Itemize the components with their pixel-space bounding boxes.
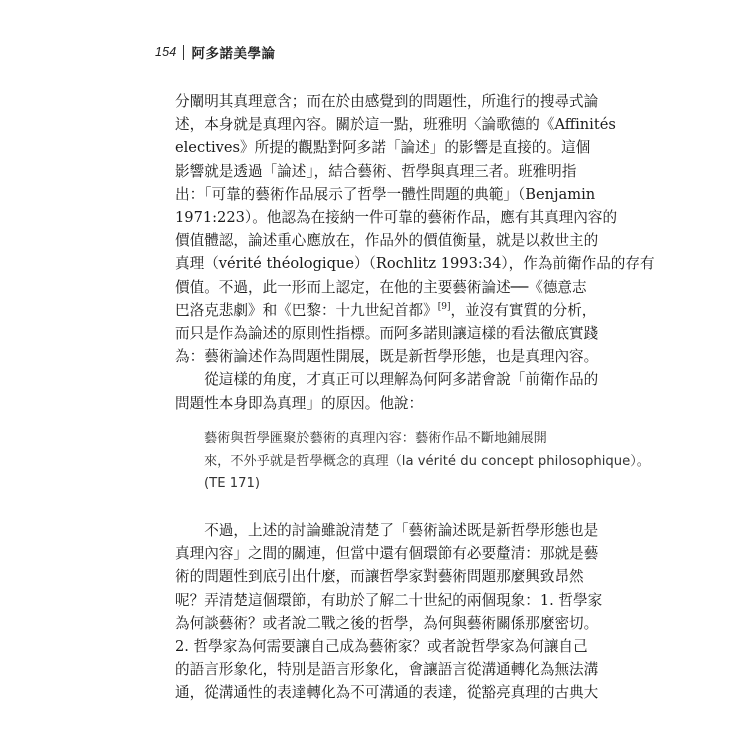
text-segment: ，並沒有實質的分析， <box>450 301 597 319</box>
header-divider <box>183 45 184 60</box>
page-number: 154 <box>155 45 177 59</box>
text-line: 通，從溝通性的表達轉化為不可溝通的表達，從豁亮真理的古典大 <box>175 684 599 702</box>
text-segment: 巴洛克悲劇》和《巴黎：十九世紀首都》 <box>175 301 438 319</box>
text-line-with-footnote <box>175 299 597 322</box>
text-line: 術的問題性到底引出什麼，而讓哲學家對藝術問題那麼興致昂然 <box>175 568 584 586</box>
text-line: 影響就是透過「論述」，結合藝術、哲學與真理三者。班雅明指 <box>175 162 577 180</box>
text-line: 的語言形象化，特別是語言形象化，會讓語言從溝通轉化為無法溝 <box>175 661 599 679</box>
text-line: 分闡明其真理意含；而在於由感覺到的問題性，所進行的搜尋式論 <box>175 93 599 110</box>
text-line: 出：「可靠的藝術作品展示了哲學一體性問題的典範」（Benjamin <box>175 185 596 203</box>
book-title: 阿多諾美學論 <box>191 46 276 61</box>
paragraph-2 <box>175 368 599 414</box>
paragraph-3 <box>175 519 603 705</box>
paragraph-1 <box>175 90 655 368</box>
text-line: electives》所提的觀點對阿多諾「論述」的影響是直接的。這個 <box>175 139 591 157</box>
text-line: 價值。不過，此一形而上認定，在他的主要藝術論述──《德意志 <box>175 278 587 296</box>
main-text-bottom <box>175 519 603 705</box>
text-line: 從這樣的角度，才真正可以理解為何阿多諾會說「前衛作品的 <box>204 371 599 389</box>
quote-line: 藝術與哲學匯聚於藝術的真理內容：藝術作品不斷地鋪展開 <box>204 431 547 446</box>
running-header <box>155 42 275 62</box>
text-line: 述，本身就是真理內容。關於這一點，班雅明〈論歌德的《Affinités <box>175 116 616 134</box>
text-line: 1971:223）。他認為在接納一件可靠的藝術作品，應有其真理內容的 <box>175 209 618 227</box>
text-line: 問題性本身即為真理」的原因。他說： <box>175 394 424 412</box>
quote-line: 來，不外乎就是哲學概念的真理（la vérité du concept philosophique）。 <box>204 453 650 469</box>
text-line: 不過，上述的討論雖說清楚了「藝術論述既是新哲學形態也是 <box>204 522 599 539</box>
text-line: 為：藝術論述作為問題性開展，既是新哲學形態，也是真理內容。 <box>175 348 599 366</box>
text-line: 真理內容」之間的關連，但當中還有個環節有必要釐清：那就是藝 <box>175 545 599 563</box>
text-line: 呢？弄清楚這個環節，有助於了解二十世紀的兩個現象：1. 哲學家 <box>175 591 603 609</box>
text-line: 而只是作為論述的原則性指標。而阿多諾則讓這樣的看法徹底實踐 <box>175 325 599 343</box>
text-line: 為何談藝術？或者說二戰之後的哲學，為何與藝術關係那麼密切。 <box>175 614 599 632</box>
text-line: 2. 哲學家為何需要讓自己成為藝術家？或者說哲學家為何讓自己 <box>175 638 588 656</box>
block-quotation <box>204 428 650 496</box>
text-line: 真理（vérité théologique）（Rochlitz 1993:34），作為前衛作品的存有 <box>175 255 655 273</box>
text-line: 價值體認，論述重心應放在，作品外的價值衡量，就是以救世主的 <box>175 232 599 250</box>
footnote-marker[interactable]: [9] <box>437 301 451 312</box>
main-text-top <box>175 90 655 415</box>
quote-citation: (TE 171) <box>204 476 261 491</box>
